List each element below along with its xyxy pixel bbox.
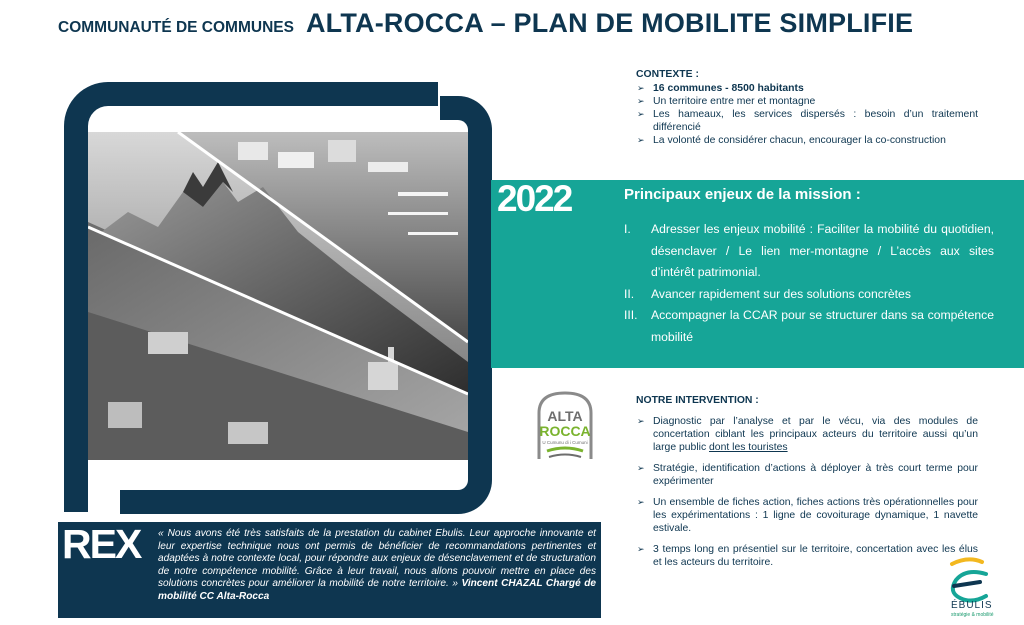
arrow-bullet-icon: ➢ [637, 96, 645, 106]
intervention-item: ➢ 3 temps long en présentiel sur le territoire, concertation avec les élus et les acteurs du territoire. [637, 544, 978, 568]
arrow-bullet-icon: ➢ [637, 83, 645, 93]
mission-item: III. Accompagner la CCAR pour se structurer dans sa compétence mobilité [624, 308, 994, 344]
logo-line1: ALTA [547, 408, 583, 424]
arrow-bullet-icon: ➢ [637, 109, 645, 119]
context-item: ➢ 16 communes - 8500 habitants [637, 83, 804, 94]
intervention-item: ➢ Diagnostic par l’analyse et par le vécu, via des modules de concertation ciblant les principaux acteurs du territoire aussi qu’un large public dont les touristes [637, 416, 978, 453]
mission-year: 2022 [497, 178, 572, 219]
alta-rocca-logo [525, 389, 605, 467]
logo-line2: ROCCA [539, 423, 591, 439]
photo-frame-bottom [120, 440, 492, 514]
arrow-bullet-icon: ➢ [637, 463, 645, 473]
context-section [636, 68, 978, 147]
header-prefix: COMMUNAUTÉ DE COMMUNES [58, 19, 294, 36]
rex-author: Vincent CHAZAL Chargé de mobilité CC Alta-Rocca [158, 578, 596, 602]
arrow-bullet-icon: ➢ [637, 135, 645, 145]
arrow-bullet-icon: ➢ [637, 544, 645, 554]
photo-frame-right [440, 96, 492, 396]
intervention-title: NOTRE INTERVENTION : [636, 395, 759, 406]
intervention-item: ➢ Stratégie, identification d’actions à déployer à très court terme pour expérimenter [637, 463, 978, 487]
mission-list [624, 219, 994, 348]
page-header [58, 8, 913, 39]
context-item: ➢ Les hameaux, les services dispersés : besoin d’un traitement différencié [637, 109, 978, 133]
ebulis-name: ÉBULIS [951, 600, 993, 611]
context-list [636, 82, 978, 147]
arrow-bullet-icon: ➢ [637, 416, 645, 426]
arrow-bullet-icon: ➢ [637, 497, 645, 507]
intervention-item: ➢ Un ensemble de fiches action, fiches actions très opérationnelles pour les expérimentations : 1 ligne de covoiturage dynamique, 1 navette estivale. [637, 497, 978, 534]
intervention-list [636, 415, 978, 569]
rex-quote: « Nous avons été très satisfaits de la prestation du cabinet Ebulis. Leur approche innovante et leur expertise technique nous ont permis de bénéficier de recommandations pertinentes et adaptées à notre contexte local, pour répondre aux enjeux de désenclavement et de structuration de notre compétence mobilité. Grâce à leur travail, nous allons pouvoir mettre en place des solutions concrètes pour améliorer la mobilité de notre territoire. » Vincent CHAZAL Chargé de mobilité CC Alta-Rocca [158, 528, 596, 602]
mission-item: II. Avancer rapidement sur des solutions concrètes [624, 286, 911, 301]
context-title: CONTEXTE : [636, 69, 699, 80]
context-item: ➢ Un territoire entre mer et montagne [637, 96, 816, 107]
context-item: ➢ La volonté de considérer chacun, encourager la co-construction [637, 135, 946, 146]
intervention-section [636, 394, 978, 577]
mission-title: Principaux enjeux de la mission : [624, 186, 861, 203]
mission-item: I. Adresser les enjeux mobilité : Faciliter la mobilité du quotidien, désenclaver / Le lien mer-montagne / L’accès aux sites d’intérêt patrimonial. [624, 222, 994, 279]
rex-label: REX [62, 521, 141, 567]
ebulis-tagline: stratégie & mobilité [951, 612, 994, 618]
logo-tagline: U Cumunu di i Cumuni [542, 440, 588, 445]
page-title: ALTA-ROCCA – PLAN DE MOBILITE SIMPLIFIE [305, 8, 914, 38]
